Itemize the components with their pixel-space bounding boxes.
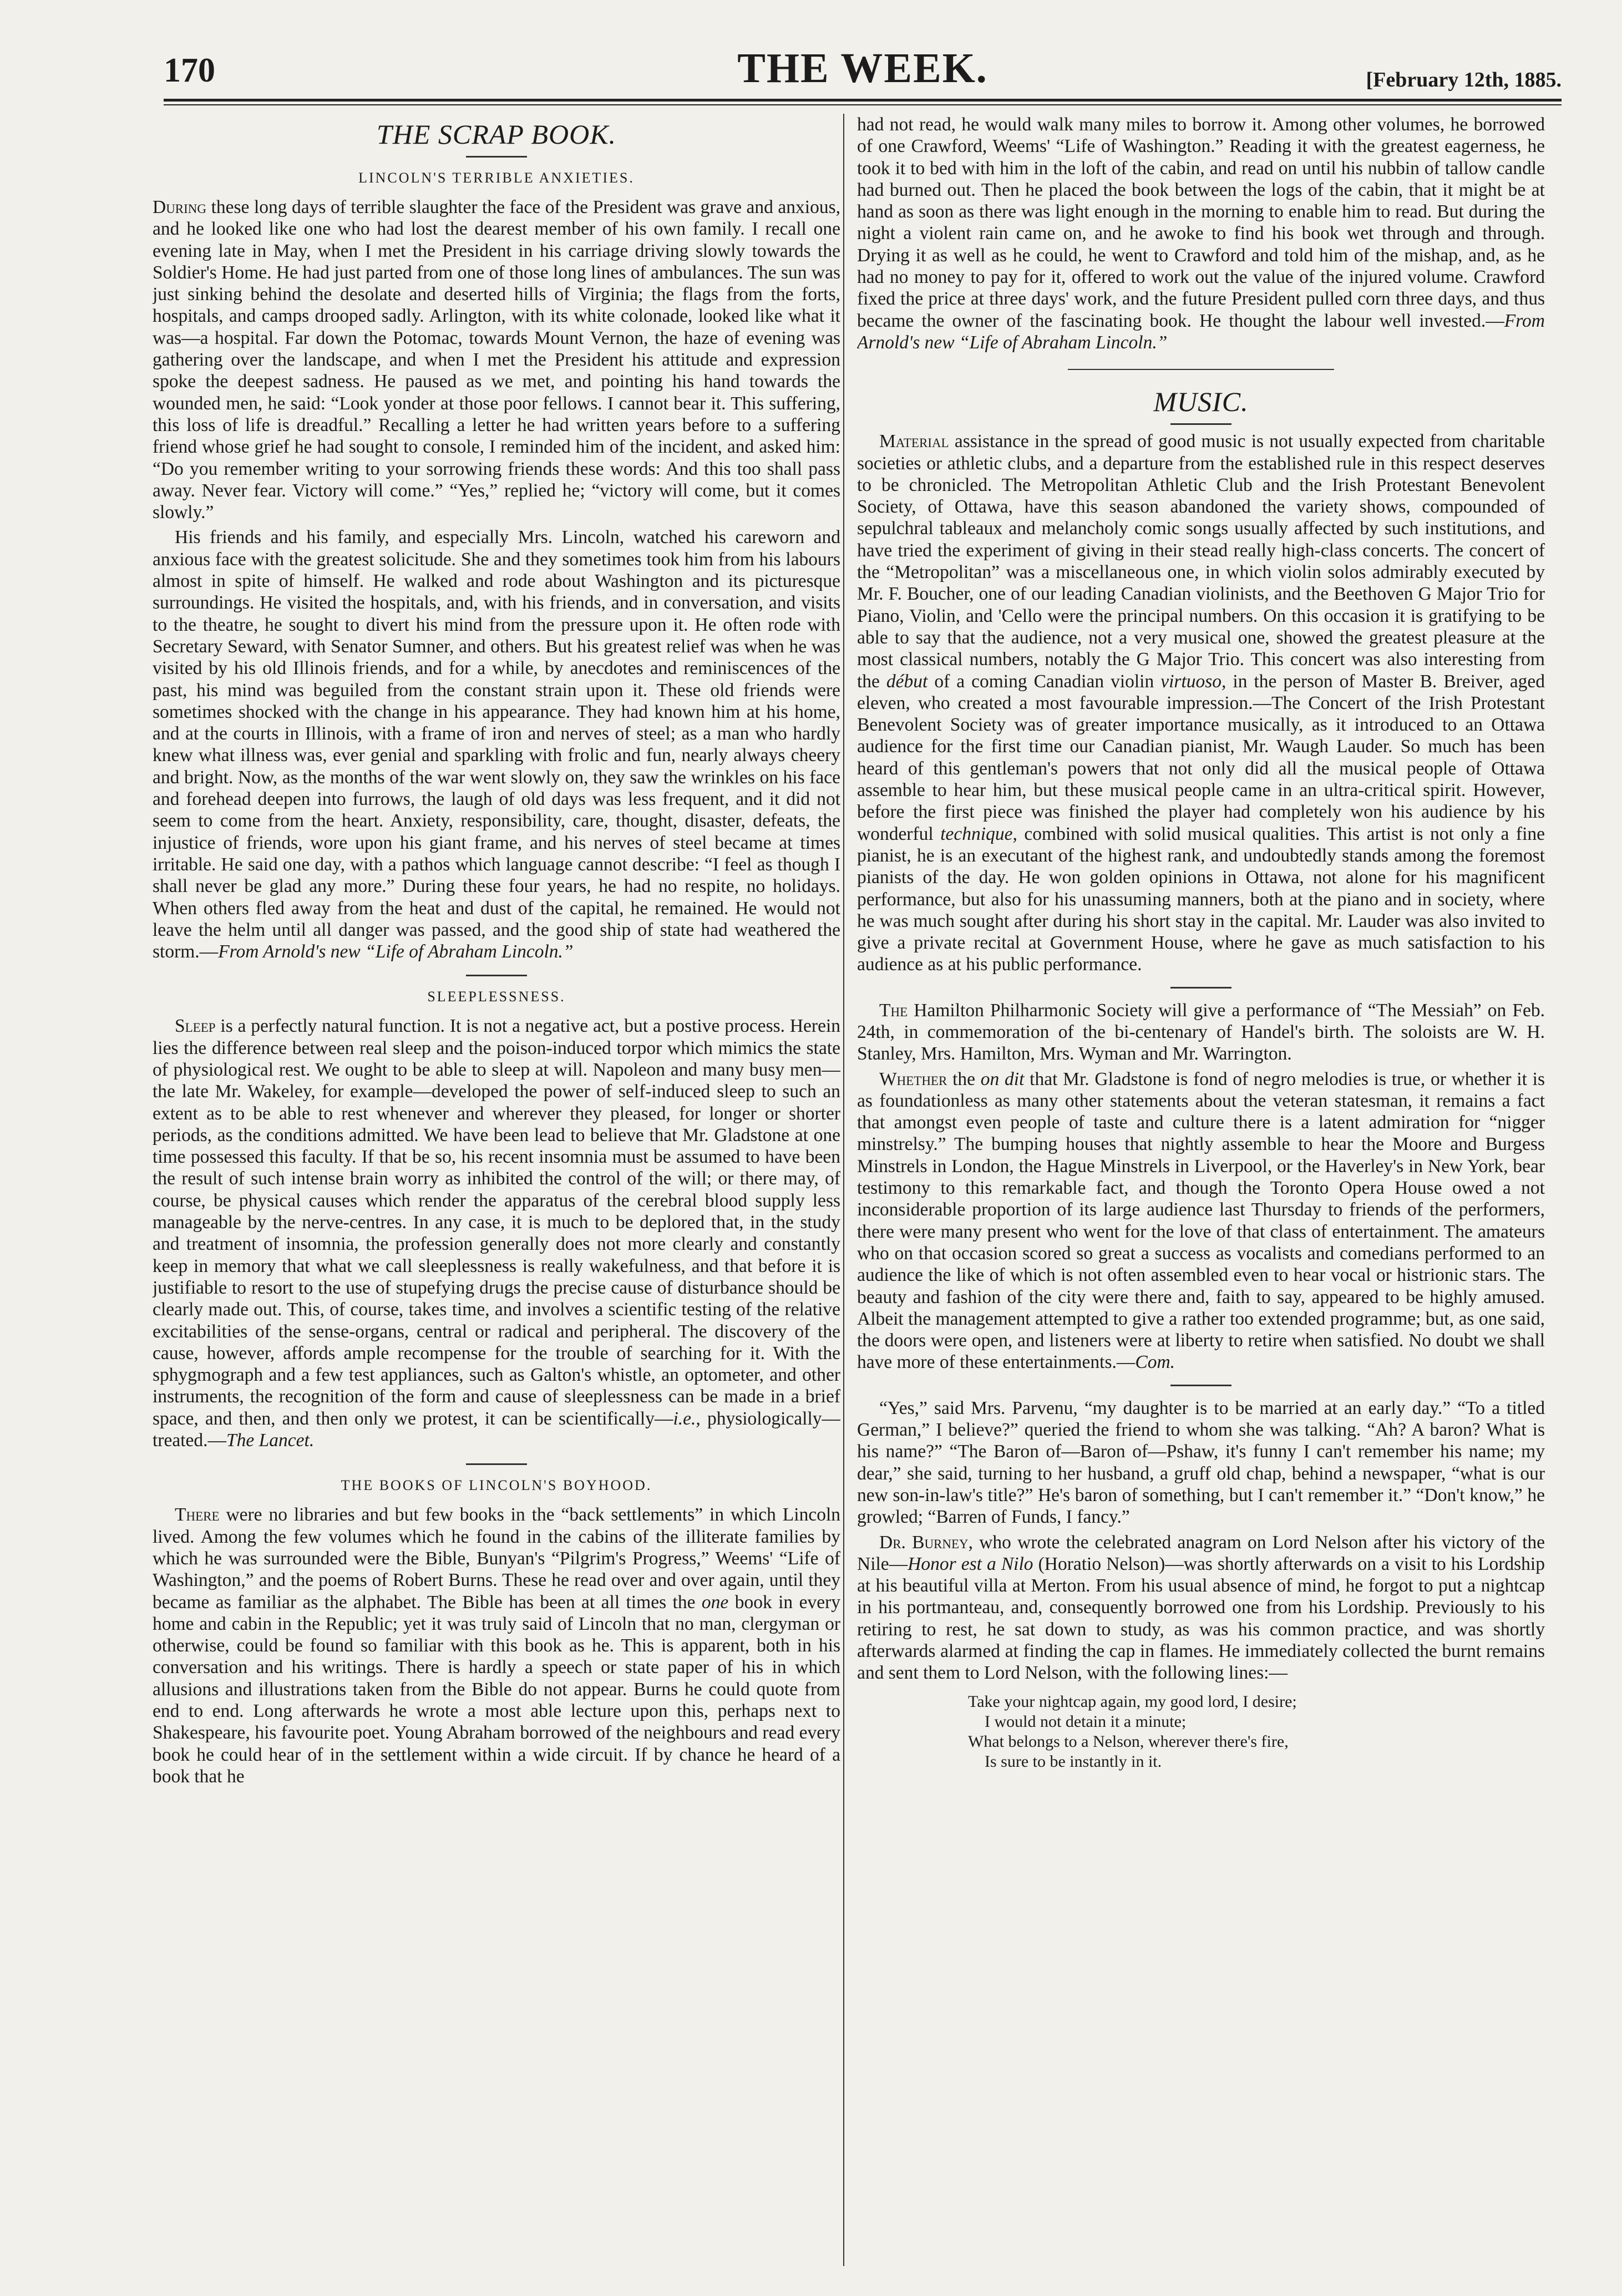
section-rule: [466, 156, 527, 158]
section-title-music: MUSIC.: [1153, 386, 1249, 418]
paragraph-text: book in every home and cabin in the Republic; yet it was truly said of Lincoln that no man, clergyman or otherwise, could be found so familiar with this book as he. This is apparent, both in his conversation and his writings. There is hardly a speech or state paper of his in which allusions and illustrations taken from the Bible do not appear. Burns he could quote from end to end. Long afterwards he wrote a most able lecture upon this, perhaps next to Shakespeare, his favourite poet. Young Abraham borrowed of the neighbours and read every book he could hear of in the settlement within a wide circuit. If by chance he heard of a book that he: [153, 1592, 840, 1787]
article-paragraph: [153, 526, 840, 962]
article-paragraph: [857, 1068, 1545, 1373]
lead-word: Sleep: [175, 1016, 216, 1037]
poem-line: Is sure to be instantly in it.: [985, 1752, 1162, 1771]
article-paragraph: [153, 1015, 840, 1451]
article-rule: [466, 975, 527, 976]
article-paragraph: [153, 1504, 840, 1787]
page-header: [164, 44, 1562, 105]
article-heading-sleeplessness: SLEEPLESSNESS.: [427, 989, 566, 1005]
article-rule: [1170, 1385, 1231, 1386]
paragraph-text: is a perfectly natural function. It is not a negative act, but a postive process. Herein lies the difference between real sleep and the poison-induced torpor which mimics the state of physiological rest. We ought to be able to sleep at will. Napoleon and many busy men—the late Mr. Wakeley, for example—developed the power of self-induced sleep to such an extent as to be able to rest whenever and wherever they pleased, for longer or shorter periods, as the conditions admitted. We have been lead to believe that Mr. Gladstone at one time possessed this faculty. If that be so, his recent insomnia must be assumed to have been the result of such intense brain worry as inhibited the control of the will; or there may, of course, be physical causes which render the apparatus of the cerebral blood supply less manageable by the nerve-centres. In any case, it is much to be deplored that, in the study and treatment of insomnia, the profession generally does not more clearly and constantly keep in memory that what we call sleeplessness is really wakefulness, and that before it is justifiable to resort to the use of stupefying drugs the precise cause of disturbance should be clearly made out. This, of course, takes time, and involves a scientific testing of the relative excitabilities of the sense-organs, central or radical and peripheral. The discovery of the cause, however, affords ample recompense for the trouble of searching for it. With the sphygmograph and a few test appliances, such as Galton's whistle, an optometer, and other instruments, the recognition of the form and cause of sleeplessness can be made in a brief space, and then, and then only we protest, it can be scientifically—: [153, 1016, 840, 1429]
lead-word: Material: [879, 431, 949, 452]
paragraph-text: His friends and his family, and especially Mrs. Lincoln, watched his careworn and anxious face with the greatest solicitude. She and they sometimes took him from his labours almost in spite of himself. He walked and rode about Washington and its picturesque surroundings. He visited the hospitals, and, with his friends, and in conversation, and visits to the theatre, he sought to divert his mind from the pressure upon it. He often rode with Secretary Seward, with Senator Sumner, and others. But his greatest relief was when he was visited by his old Illinois friends, and for a while, by anecdotes and reminiscences of the past, his mind was beguiled from the constant strain upon it. These old friends were sometimes shocked with the change in his appearance. They had known him at his home, and at the courts in Illinois, with a frame of iron and nerves of steel; as a man who hardly knew what illness was, ever genial and sparkling with frolic and fun, nearly always cheery and bright. Now, as the months of the war went slowly on, they saw the wrinkles on his face and forehead deepen into furrows, the laugh of old days was less frequent, and it did not seem to come from the heart. Anxiety, responsibility, care, thought, disaster, defeats, the injustice of friends, wore upon his giant frame, and his nerves of steel became at times irritable. He said one day, with a pathos which language cannot describe: “I feel as though I shall never be glad any more.” During these four years, he had no respite, no holidays. When others fled away from the heat and dust of the capital, he remained. He would not leave the helm until all danger was passed, and the good ship of state had weathered the storm.—: [153, 527, 840, 962]
paragraph-text: who wrote the celebrated anagram on Lord Nelson after his victory of the Nile—: [857, 1532, 1545, 1574]
lead-word: During: [153, 197, 207, 217]
article-source: Com.: [1135, 1352, 1175, 1373]
left-column: [153, 114, 840, 2272]
page-number: 170: [164, 52, 215, 89]
header-rule-thin: [164, 104, 1562, 105]
article-source: From Arnold's new “Life of Abraham Lincoln.”: [218, 941, 574, 962]
paragraph-text: Hamilton Philharmonic Society will give a performance of “The Messiah” on Feb. 24th, in commemoration of the bi-centenary of Handel's birth. The soloists are W. H. Stanley, Mrs. Hamilton, Mrs. Wyman and Mr. Warrington.: [857, 1000, 1545, 1065]
paragraph-text: assistance in the spread of good music is not usually expected from charitable societies or athletic clubs, and a departure from the established rule in this respect deserves to be chronicled. The Metropolitan Athletic Club and the Irish Protestant Benevolent Society, of Ottawa, have this season abandoned the variety shows, compounded of sepulchral tableaux and melancholy comic songs usually affected by such institutions, and have tried the experiment of giving in their stead really high-class concerts. The concert of the “Metropolitan” was a miscellaneous one, in which violin solos admirably executed by Mr. F. Boucher, one of our leading Canadian violinists, and the Beethoven G Major Trio for Piano, Violin, and 'Cello were the principal numbers. On this occasion it is gratifying to be able to say that the audience, not a very musical one, showed the greatest pleasure at the most classical numbers, notably the G Major Trio. This concert was also interesting from the: [857, 431, 1545, 692]
article-rule: [466, 1463, 527, 1465]
article-paragraph: [153, 196, 840, 523]
paragraph-text: had not read, he would walk many miles to borrow it. Among other volumes, he borrowed of one Crawford, Weems' “Life of Washington.” Reading it with the greatest eagerness, he took it to bed with him in the loft of the cabin, and read on until his nubbin of tallow candle had burned out. Then he placed the book between the logs of the cabin, that it might be at hand as soon as there was light enough in the morning to enable him to read. But during the night a violent rain came on, and he awoke to find his book wet through and through. Drying it as well as he could, he went to Crawford and told him of the mishap, and, as he had no money to pay for it, offered to work out the value of the injured volume. Crawford fixed the price at three days' work, and the future President pulled corn three days, and thus became the owner of the fascinating book. He thought the labour well invested.—: [857, 114, 1545, 331]
article-paragraph: [857, 1000, 1545, 1065]
lead-word: The: [879, 1000, 908, 1021]
poem-line: What belongs to a Nelson, wherever there's fire,: [968, 1732, 1289, 1751]
poem: [968, 1692, 1545, 1772]
paragraph-text: of a coming Canadian violin: [927, 671, 1161, 692]
article-paragraph: [857, 430, 1545, 975]
paragraph-text: combined with solid musical qualities. This artist is not only a fine pianist, he is an executant of the highest rank, and undoubtedly stands among the foremost pianists of the day. He won golden opinions in Ottawa, not alone for his magnificent performance, but also for his unassuming manners, both at the piano and in society, where he was much sought after during his short stay in the capital. Mr. Lauder was also invited to give a private recital at Government House, where he gave as much satisfaction to his audience as at his public performance.: [857, 823, 1545, 975]
lead-word: There: [175, 1504, 220, 1525]
paragraph-text: physiologically—treated.—: [153, 1408, 840, 1451]
italic-text: i.e.,: [673, 1408, 701, 1429]
section-rule: [1068, 369, 1334, 370]
lead-word: Dr. Burney,: [879, 1532, 974, 1553]
article-rule: [1170, 987, 1231, 989]
italic-text: one: [701, 1592, 729, 1613]
paragraph-text: (Horatio Nelson)—was shortly afterwards on a visit to his Lordship at his beautiful villa at Merton. From his usual absence of mind, he forgot to put a nightcap in his portmanteau, and, consequently borrowed one from his Lordship. Previously to his retiring to rest, he sat down to study, as was his common practice, and was shortly afterwards alarmed at finding the cap in flames. He immediately collected the burnt remains and sent them to Lord Nelson, with the following lines:—: [857, 1553, 1545, 1684]
header-rule: [164, 99, 1562, 102]
anecdote-burney: [857, 1532, 1545, 1684]
article-source: The Lancet.: [226, 1430, 315, 1451]
section-rule: [1170, 423, 1231, 425]
column-divider: [843, 114, 844, 2266]
italic-text: technique,: [940, 823, 1017, 844]
italic-text: début: [886, 671, 928, 692]
article-heading-lincoln-anxieties: LINCOLN'S TERRIBLE ANXIETIES.: [358, 170, 635, 186]
right-column: [857, 114, 1545, 2272]
anecdote-parvenu: “Yes,” said Mrs. Parvenu, “my daughter is to be married at an early day.” “To a titled German,” I believe?” queried the friend to whom she was talking. “Ah? A baron? What is his name?” “The Baron of—Baron of—Pshaw, it's funny I can't remember his name; my dear,” she said, turning to her husband, a gruff old chap, behind a newspaper, “what is our new son-in-law's title?” He's baron of something, but I can't remember it.” “Don't know,” he growled; “Barren of Funds, I fancy.”: [857, 1397, 1545, 1528]
paragraph-text: were no libraries and but few books in the “back settlements” in which Lincoln lived. Among the few volumes which he found in the cabins of the illiterate families by which he was surrounded were the Bible, Bunyan's “Pilgrim's Progress,” Weems' “Life of Washington,” and the poems of Robert Burns. These he read over and over again, until they became as familiar as the alphabet. The Bible has been at all times the: [153, 1504, 840, 1613]
paragraph-text: the: [947, 1068, 981, 1089]
italic-text: Honor est a Nilo: [908, 1553, 1033, 1574]
paragraph-text: these long days of terrible slaughter the face of the President was grave and anxious, and he looked like one who had lost the dearest member of his own family. I recall one evening late in May, when I met the President in his carriage driving slowly towards the Soldier's Home. He had just parted from one of those long lines of ambulances. The sun was just sinking behind the desolate and deserted hills of Virginia; the flags from the forts, hospitals, and camps drooped sadly. Arlington, with its white colonade, looked like what it was—a hospital. Far down the Potomac, towards Mount Vernon, the haze of evening was gathering over the landscape, and when I met the President his attitude and expression spoke the deepest sadness. He paused as we met, and pointing his hand towards the wounded men, he said: “Look yonder at those poor fellows. I cannot bear it. This suffering, this loss of life is dreadful.” Recalling a letter he had written years before to a suffering friend whose grief he had sought to console, I reminded him of the incident, and asked him: “Do you remember writing to your sorrowing friends these words: And this too shall pass away. Never fear. Victory will come.” “Yes,” replied he; “victory will come, but it comes slowly.”: [153, 197, 840, 523]
article-source: From Arnold's new “Life of Abraham Lincoln.”: [857, 310, 1545, 353]
poem-line: I would not detain it a minute;: [985, 1712, 1187, 1731]
article-heading-lincoln-books: THE BOOKS OF LINCOLN'S BOYHOOD.: [341, 1477, 652, 1494]
paragraph-text: that Mr. Gladstone is fond of negro melodies is true, or whether it is as foundationless as many other statements about the veteran statesman, it remains a fact that amongst even people of taste and culture there is a latent admiration for “nigger minstrelsy.” The bumping houses that nightly assemble to hear the Moore and Burgess Minstrels in London, the Hague Minstrels in Liverpool, or the Haverley's in New York, bear testimony to this remarkable fact, and though the Toronto Opera House owed a not inconsiderable proportion of its large audience last Thursday to friends of the performers, there were many present who went for the love of that class of entertainment. The amateurs who on that occasion scored so great a success as vocalists and comedians performed to an audience the like of which is not often assembled even to hear vocal or histrionic stars. The beauty and fashion of the city were there and, faith to say, appeared to be highly amused. Albeit the management attempted to give a rather too extended programme; but, as one said, the doors were open, and listeners were at liberty to retire when satisfied. No doubt we shall have more of these entertainments.—: [857, 1068, 1545, 1373]
italic-text: on dit: [980, 1068, 1025, 1089]
italic-text: virtuoso,: [1160, 671, 1226, 692]
paragraph-text: in the person of Master B. Breiver, aged eleven, who created a most favourable impression.—The Concert of the Irish Protestant Benevolent Society was of greater importance musically, as it introduced to an Ottawa audience for the first time our Canadian pianist, Mr. Waugh Lauder. So much has been heard of this gentleman's powers that not only did all the musical people of Ottawa assemble to hear him, but these musical people came in an ultra-critical spirit. However, before the first piece was finished the player had completely won his audience by his wonderful: [857, 671, 1545, 844]
lead-word: Whether: [879, 1068, 947, 1089]
section-title-scrap-book: THE SCRAP BOOK.: [376, 119, 617, 150]
article-paragraph-continued: [857, 114, 1545, 353]
publication-title: THE WEEK.: [737, 45, 988, 92]
issue-date: [February 12th, 1885.: [1366, 68, 1562, 92]
poem-line: Take your nightcap again, my good lord, I desire;: [968, 1692, 1297, 1711]
